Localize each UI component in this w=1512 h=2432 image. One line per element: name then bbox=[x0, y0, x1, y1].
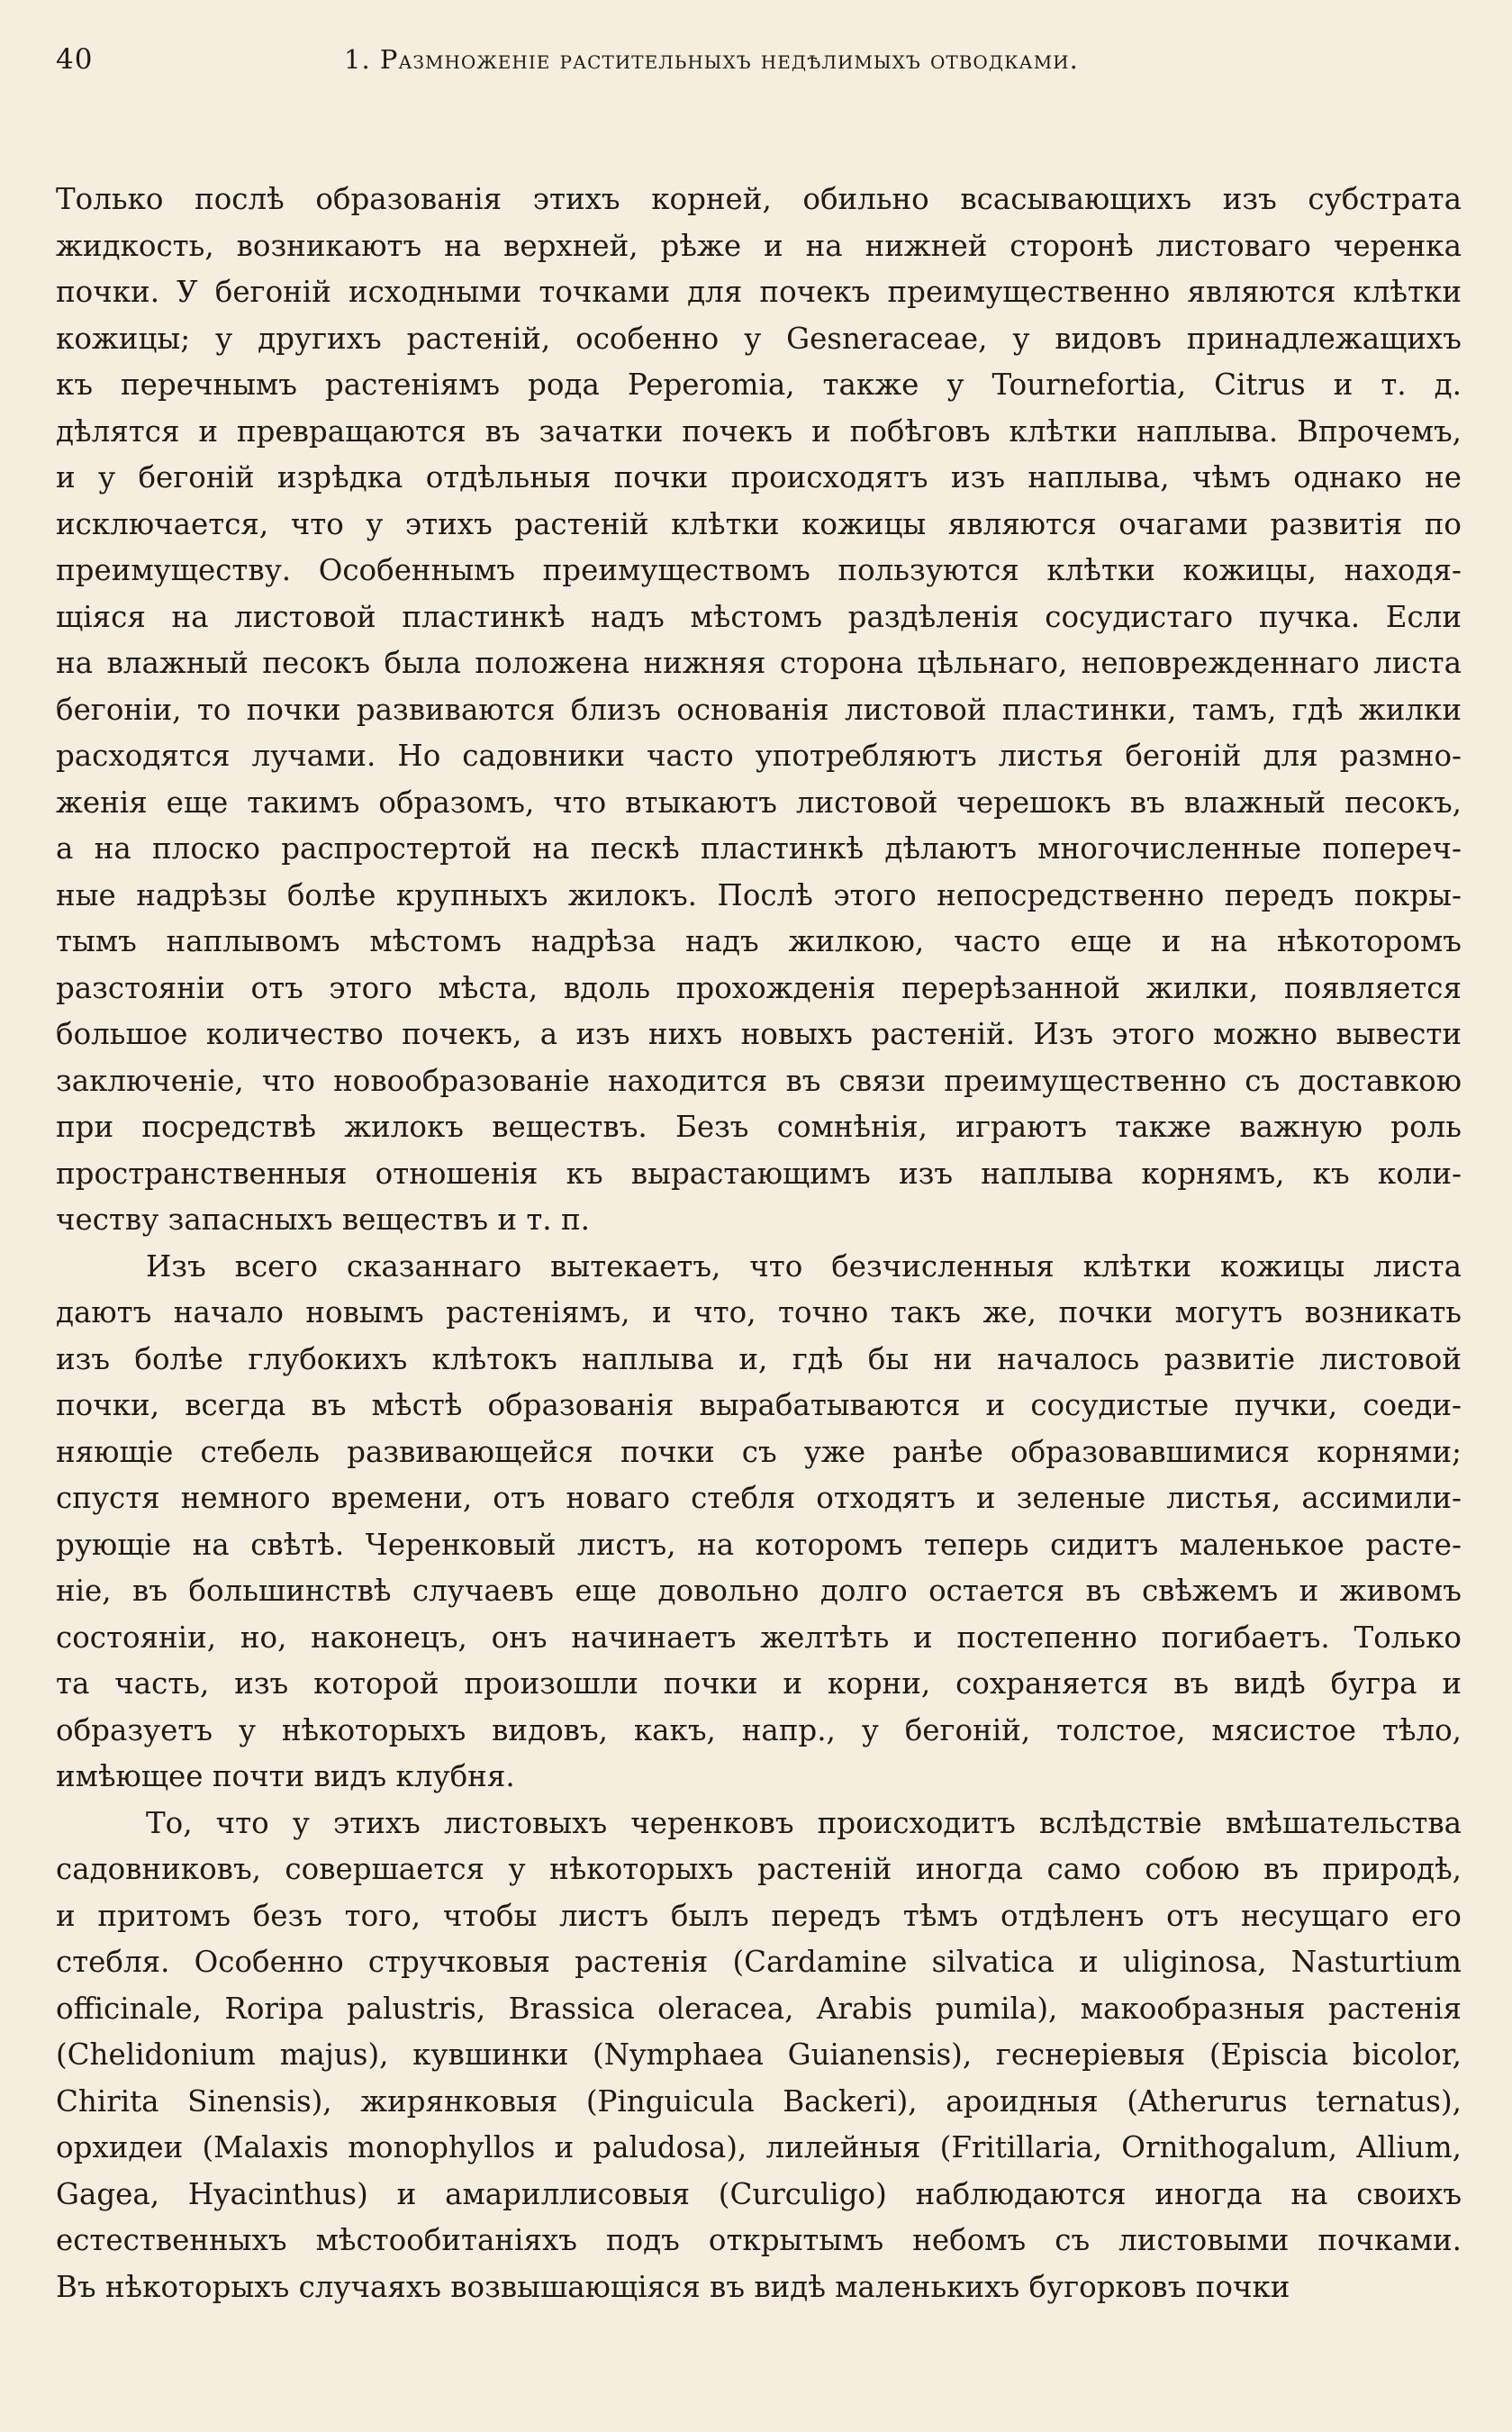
text-line: пространственныя отношенія къ вырастающимъ изъ наплыва корнямъ, къ коли- bbox=[56, 1156, 1462, 1191]
text-line: Изъ всего сказаннаго вытекаетъ, что безчисленныя клѣтки кожицы листа bbox=[146, 1248, 1462, 1284]
text-line: та часть, изъ которой произошли почки и корни, сохраняется въ видѣ бугра и bbox=[56, 1666, 1462, 1701]
text-line: на влажный песокъ была положена нижняя сторона цѣльнаго, неповрежденнаго листа bbox=[56, 646, 1462, 680]
text-line: орхидеи (Malaxis monophyllos и paludosa), лилейныя (Fritillaria, Ornithogalum, Allium, bbox=[56, 2130, 1462, 2164]
text-line: честву запасныхъ веществъ и т. п. bbox=[56, 1202, 590, 1237]
paragraph bbox=[56, 1801, 1462, 2311]
text-line: естественныхъ мѣстообитаніяхъ подъ открытымъ небомъ съ листовыми почками. bbox=[56, 2223, 1462, 2257]
running-title: 1. Размноженіе растительныхъ недѣлимыхъ отводками. bbox=[344, 44, 1079, 75]
text-line: щіяся на листовой пластинкѣ надъ мѣстомъ раздѣленія сосудистаго пучка. Если bbox=[56, 599, 1462, 634]
text-line: кожицы; у другихъ растеній, особенно у Gesneraceae, у видовъ принадлежащихъ bbox=[56, 321, 1462, 356]
running-header bbox=[56, 43, 1462, 90]
text-line: даютъ начало новымъ растеніямъ, и что, точно такъ же, почки могутъ возникать bbox=[56, 1295, 1462, 1329]
text-line: состояніи, но, наконецъ, онъ начинаетъ желтѣть и постепенно погибаетъ. Только bbox=[56, 1620, 1462, 1655]
text-line: тымъ наплывомъ мѣстомъ надрѣза надъ жилкою, часто еще и на нѣкоторомъ bbox=[56, 924, 1462, 958]
text-line: и притомъ безъ того, чтобы листъ былъ передъ тѣмъ отдѣленъ отъ несущаго его bbox=[56, 1898, 1462, 1933]
text-line: Gagea, Hyacinthus) и амариллисовыя (Curculigo) наблюдаются иногда на своихъ bbox=[56, 2176, 1462, 2211]
text-line: имѣющее почти видъ клубня. bbox=[56, 1759, 515, 1793]
text-line: и у бегоній изрѣдка отдѣльныя почки происходятъ изъ наплыва, чѣмъ однако не bbox=[56, 460, 1462, 495]
text-line: То, что у этихъ листовыхъ черенковъ происходитъ вслѣдствіе вмѣшательства bbox=[146, 1805, 1462, 1840]
page-number: 40 bbox=[56, 43, 94, 76]
text-line: рующіе на свѣтѣ. Черенковый листъ, на которомъ теперь сидитъ маленькое расте- bbox=[56, 1527, 1462, 1562]
text-line: бегоніи, то почки развиваются близъ основанія листовой пластинки, тамъ, гдѣ жилки bbox=[56, 692, 1462, 727]
text-line: заключеніе, что новообразованіе находится въ связи преимущественно съ доставкою bbox=[56, 1063, 1462, 1098]
text-line: Въ нѣкоторыхъ случаяхъ возвышающіяся въ видѣ маленькихъ бугорковъ почки bbox=[56, 2269, 1290, 2304]
text-line: Chirita Sinensis), жирянковыя (Pinguicula Backeri), ароидныя (Atherurus ternatus), bbox=[56, 2083, 1462, 2119]
text-line: жидкость, возникаютъ на верхней, рѣже и на нижней сторонѣ листоваго черенка bbox=[56, 228, 1462, 263]
text-line: при посредствѣ жилокъ веществъ. Безъ сомнѣнія, играютъ также важную роль bbox=[56, 1110, 1462, 1144]
text-line: расходятся лучами. Но садовники часто употребляютъ листья бегоній для размно- bbox=[56, 739, 1462, 773]
text-line: officinale, Roripa palustris, Brassica oleracea, Arabis pumila), макообразныя растенія bbox=[56, 1991, 1462, 2026]
text-line: женія еще такимъ образомъ, что втыкаютъ листовой черешокъ въ влажный песокъ, bbox=[56, 785, 1462, 820]
text-line: къ перечнымъ растеніямъ рода Peperomia, также у Tournefortia, Citrus и т. д. bbox=[56, 368, 1462, 402]
text-line: ніе, въ большинствѣ случаевъ еще довольно долго остается въ свѣжемъ и живомъ bbox=[56, 1574, 1462, 1608]
text-line: стебля. Особенно стручковыя растенія (Cardamine silvatica и uliginosa, Nasturtium bbox=[56, 1945, 1462, 1979]
text-line: няющіе стебель развивающейся почки съ уже ранѣе образовавшимися корнями; bbox=[56, 1434, 1462, 1469]
text-line: (Chelidonium majus), кувшинки (Nymphaea Guianensis), геснеріевыя (Episcia bicolor, bbox=[56, 2037, 1462, 2072]
text-line: исключается, что у этихъ растеній клѣтки кожицы являются очагами развитія по bbox=[56, 506, 1462, 541]
text-line: большое количество почекъ, а изъ нихъ новыхъ растеній. Изъ этого можно вывести bbox=[56, 1017, 1462, 1051]
text-line: садовниковъ, совершается у нѣкоторыхъ растеній иногда само собою въ природѣ, bbox=[56, 1852, 1462, 1886]
text-line: дѣлятся и превращаются въ зачатки почекъ и побѣговъ клѣтки наплыва. Впрочемъ, bbox=[56, 413, 1462, 449]
text-line: Только послѣ образованія этихъ корней, обильно всасывающихъ изъ субстрата bbox=[56, 182, 1462, 216]
text-line: изъ болѣе глубокихъ клѣтокъ наплыва и, гдѣ бы ни началось развитіе листовой bbox=[56, 1341, 1462, 1376]
paragraph bbox=[56, 177, 1462, 1244]
text-line: ные надрѣзы болѣе крупныхъ жилокъ. Послѣ этого непосредственно передъ покры- bbox=[56, 877, 1462, 912]
text-line: преимуществу. Особеннымъ преимуществомъ пользуются клѣтки кожицы, находя- bbox=[56, 553, 1462, 587]
text-line: разстояніи отъ этого мѣста, вдоль прохожденія перерѣзанной жилки, появляется bbox=[56, 970, 1462, 1005]
text-line: а на плоско распростертой на пескѣ пластинкѣ дѣлаютъ многочисленные попереч- bbox=[56, 831, 1462, 866]
paragraph bbox=[56, 1244, 1462, 1801]
body-text bbox=[56, 177, 1462, 2310]
text-line: образуетъ у нѣкоторыхъ видовъ, какъ, напр., у бегоній, толстое, мясистое тѣло, bbox=[56, 1712, 1462, 1747]
text-line: почки, всегда въ мѣстѣ образованія вырабатываются и сосудистые пучки, соеди- bbox=[56, 1388, 1462, 1422]
text-line: почки. У бегоній исходными точками для почекъ преимущественно являются клѣтки bbox=[56, 275, 1462, 309]
text-line: спустя немного времени, отъ новаго стебля отходятъ и зеленые листья, ассимили- bbox=[56, 1481, 1462, 1515]
